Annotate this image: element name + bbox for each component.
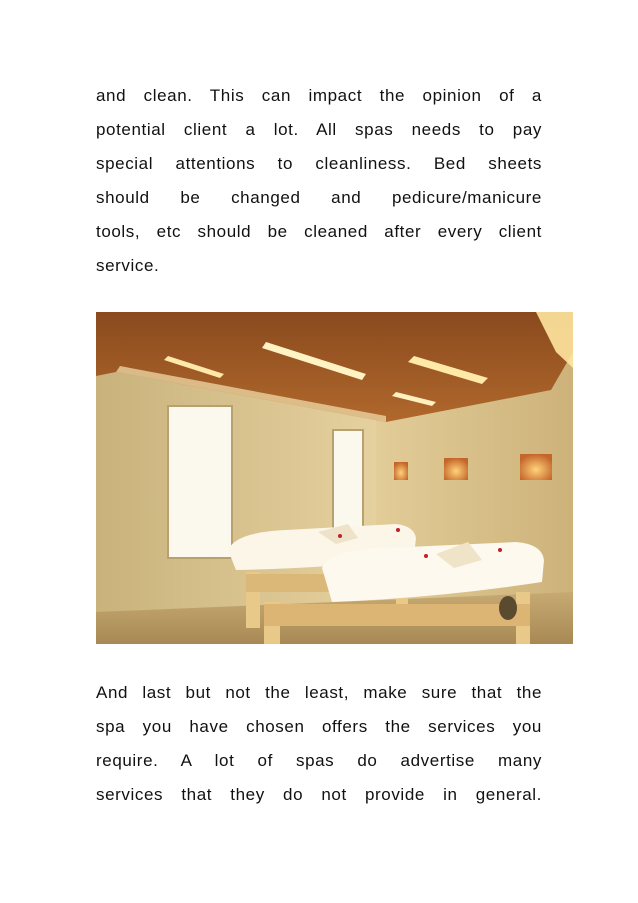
- text-line: special attentions to cleanliness. Bed sheets: [96, 154, 542, 173]
- text-line: services that they do not provide in general.: [96, 785, 542, 804]
- text-line: potential client a lot. All spas needs to pay: [96, 120, 542, 139]
- text-line: tools, etc should be cleaned after every client: [96, 222, 542, 241]
- text-line: and clean. This can impact the opinion of a: [96, 86, 542, 105]
- text-line: require. A lot of spas do advertise many: [96, 751, 542, 770]
- text-line: service.: [96, 256, 160, 275]
- paragraph-cleanliness: [96, 79, 542, 283]
- spa-room-photo: [96, 312, 573, 644]
- text-line: spa you have chosen offers the services you: [96, 717, 542, 736]
- text-line: And last but not the least, make sure that the: [96, 683, 542, 702]
- text-line: should be changed and pedicure/manicure: [96, 188, 542, 207]
- paragraph-services: [96, 676, 542, 812]
